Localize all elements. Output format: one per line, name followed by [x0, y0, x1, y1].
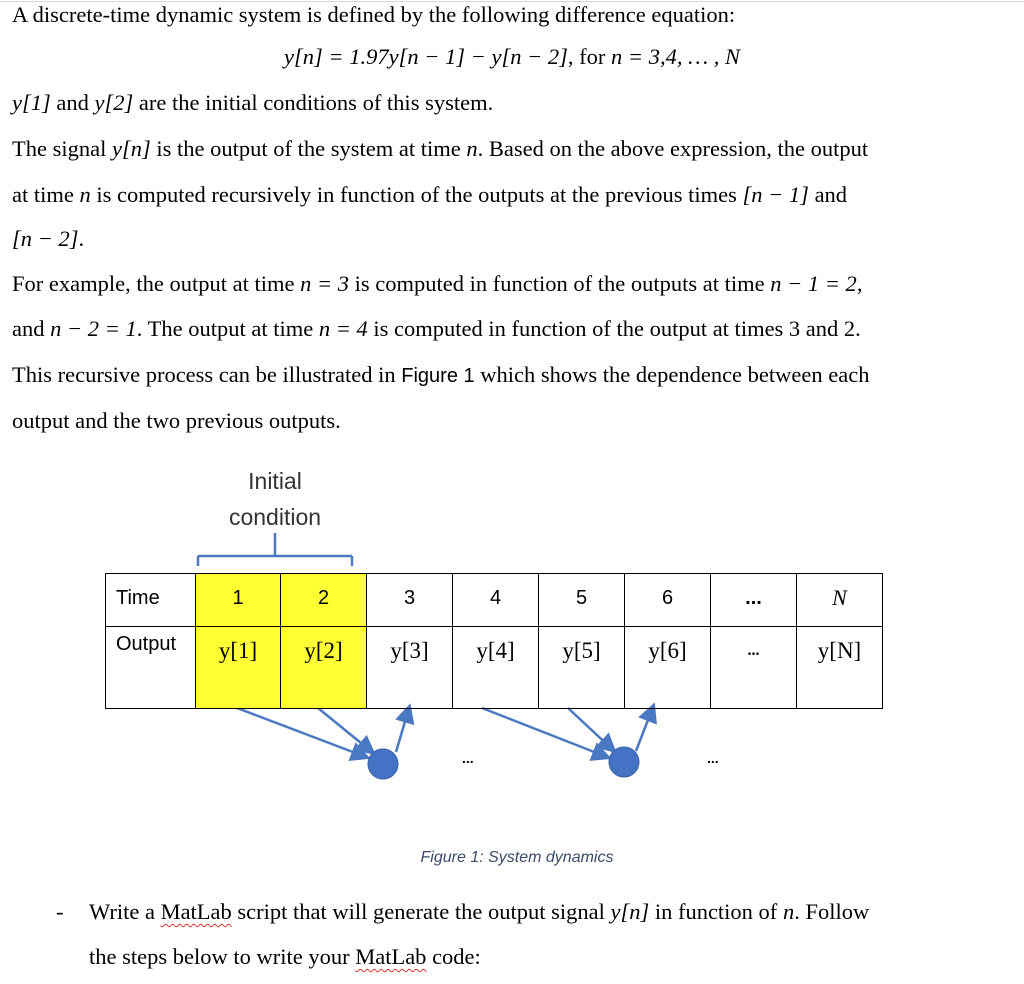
text: For example, the output at time: [12, 271, 301, 296]
time-cell: 5: [539, 574, 625, 627]
figure-reference: Figure 1: [401, 365, 475, 387]
text: is computed in function of the outputs at time: [349, 271, 771, 296]
math-n: n: [466, 136, 478, 161]
math: n = 4: [318, 316, 368, 341]
bullet-dash: -: [56, 899, 64, 924]
equation-range: n = 3,4, … , N: [611, 44, 740, 69]
text: the steps below to write your: [89, 944, 356, 969]
text: output and the two previous outputs.: [12, 408, 341, 433]
arrow-node1-to-y3: [396, 708, 409, 752]
time-header: Time: [106, 574, 196, 627]
output-cell: y[1]: [196, 627, 281, 709]
time-cell: 1: [196, 574, 281, 627]
time-cell: 2: [281, 574, 367, 627]
text: This recursive process can be illustrated in: [12, 362, 402, 387]
text: is computed in function of the output at times 3 and 2.: [367, 316, 861, 341]
text: at time: [12, 182, 80, 207]
intro-text: A discrete-time dynamic system is defined by the following difference equation:: [12, 2, 736, 27]
output-header: Output: [106, 627, 196, 709]
text: . The output at time: [136, 316, 319, 341]
math: n = 3: [300, 271, 349, 296]
difference-equation: [0, 34, 1024, 80]
time-cell: 4: [453, 574, 539, 627]
time-cell: 6: [625, 574, 711, 627]
para1-line3: [12, 216, 1016, 262]
equation-sep: , for: [567, 44, 612, 69]
ellipsis-2: ...: [707, 750, 719, 766]
output-cell: y[4]: [453, 627, 539, 709]
text-and: and: [50, 90, 95, 115]
system-dynamics-table: [105, 573, 883, 709]
output-cell: y[6]: [625, 627, 711, 709]
equation-lhs: y[n] = 1.97y[n − 1] − y[n − 2]: [284, 44, 568, 69]
text: Write a: [89, 899, 161, 924]
math-yn: y[n]: [111, 136, 151, 161]
output-cell: ...: [711, 627, 797, 709]
time-cell: ...: [711, 574, 797, 627]
arrow-node2-to-y6: [636, 707, 653, 751]
text: and: [12, 316, 51, 341]
math-y1: y[1]: [12, 90, 51, 115]
math-y2: y[2]: [94, 90, 134, 115]
para2-line4: [12, 398, 1016, 444]
text: is the output of the system at time: [150, 136, 467, 161]
initial-conditions-text: [12, 80, 1016, 126]
math-yn: y[n]: [610, 899, 650, 924]
math-n-minus-1: [n − 1]: [742, 182, 809, 207]
text: script that will generate the output signal: [231, 899, 611, 924]
task-line1: [89, 889, 1016, 935]
output-cell: y[2]: [281, 627, 367, 709]
task-line2: [89, 934, 1016, 980]
para2-line1: [12, 261, 1016, 307]
initial-label-line1: Initial: [248, 468, 302, 494]
text: ,: [856, 271, 863, 296]
initial-label-line2: condition: [228, 504, 322, 530]
arrow-y5-to-node2: [568, 708, 613, 750]
para2-line2: [12, 306, 1016, 352]
arrow-y2-to-node1: [318, 708, 372, 752]
time-row: [106, 574, 883, 627]
text: . Based on the above expression, the output: [477, 136, 869, 161]
text: code:: [426, 944, 481, 969]
text: which shows the dependence between each: [474, 362, 870, 387]
math-n-minus-2: [n − 2]: [12, 226, 79, 251]
math: n − 2 = 1: [50, 316, 137, 341]
output-cell: y[N]: [797, 627, 883, 709]
para1-line2: [12, 172, 1016, 218]
arrow-y1-to-node1: [237, 708, 366, 757]
text: is computed recursively in function of the outputs at the previous times: [90, 182, 743, 207]
math-n: n: [79, 182, 91, 207]
output-row: [106, 627, 883, 709]
text: The signal: [12, 136, 112, 161]
matlab-word: MatLab: [160, 899, 232, 924]
time-cell: N: [797, 574, 883, 627]
math: n − 1 = 2: [770, 271, 857, 296]
para2-line3: [12, 352, 1016, 399]
output-cell: y[3]: [367, 627, 453, 709]
node-2: [609, 747, 639, 777]
text: .: [78, 226, 85, 251]
matlab-word: MatLab: [355, 944, 427, 969]
text: . Follow: [794, 899, 870, 924]
time-cell: 3: [367, 574, 453, 627]
text-rest: are the initial conditions of this system.: [133, 90, 494, 115]
text: and: [808, 182, 848, 207]
para1-line1: [12, 126, 1016, 172]
ellipsis-1: ...: [462, 750, 474, 766]
node-1: [368, 749, 398, 779]
arrow-y4-to-node2: [482, 708, 607, 757]
initial-condition-label: [200, 463, 350, 535]
math-n: n: [782, 899, 795, 924]
output-cell: y[5]: [539, 627, 625, 709]
figure-caption: Figure 1: System dynamics: [420, 849, 614, 866]
text: in function of: [649, 899, 783, 924]
initial-condition-bracket: [198, 533, 352, 566]
